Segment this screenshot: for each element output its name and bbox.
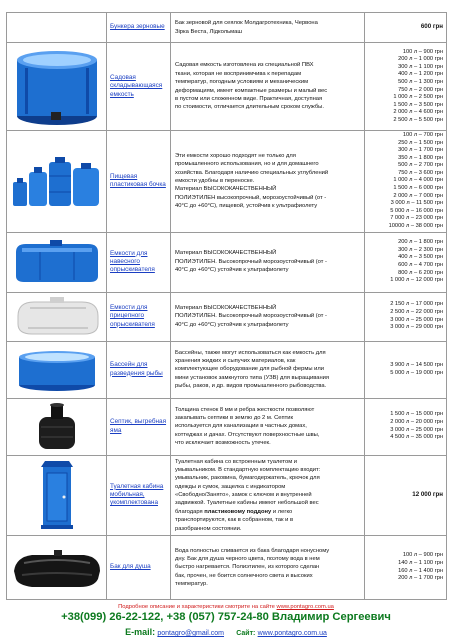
price-line: 1 000 л – 4 000 грн bbox=[393, 177, 443, 184]
price-line: 250 л – 1 500 грн bbox=[398, 139, 443, 146]
product-description bbox=[171, 232, 365, 292]
description-line: Толщина стенок 8 мм и ребра жесткости позволяют bbox=[175, 406, 315, 413]
price-line: 3 000 л – 25 000 грн bbox=[390, 316, 443, 323]
price-line: 300 л – 1 700 грн bbox=[398, 147, 443, 154]
description-line: что исключает возможность утечек. bbox=[175, 440, 271, 447]
price-line: 500 л – 1 300 грн bbox=[398, 78, 443, 85]
product-name-cell bbox=[107, 43, 171, 131]
product-name-link[interactable]: Бункера зерновые bbox=[110, 23, 165, 31]
product-row bbox=[7, 13, 447, 43]
description-line: используется для канализации в частных домах, bbox=[175, 423, 307, 430]
price-line: 300 л – 2 300 грн bbox=[398, 246, 443, 253]
toilet-cabin-image bbox=[7, 455, 107, 536]
septic-tank-image bbox=[7, 398, 107, 455]
product-name-cell bbox=[107, 341, 171, 398]
price-line: 3 000 л – 11 500 грн bbox=[390, 200, 443, 207]
description-line bbox=[175, 458, 360, 466]
description-line: мини установок замкнутого типа (УЗВ) для выращивания bbox=[175, 374, 330, 381]
product-name-link[interactable]: Бак для душа bbox=[110, 563, 151, 571]
price-line: 7 000 л – 23 000 грн bbox=[390, 215, 443, 222]
description-line: Эти емкости хорошо подходят не только для bbox=[175, 152, 296, 159]
price-table bbox=[6, 12, 447, 600]
description-line: Бак зерновой для сеялок Молдагротехника, Червона bbox=[175, 20, 318, 27]
description-line: Садовая емкость изготовлена из специальной ПВХ bbox=[175, 62, 314, 69]
description-segment: Туалетная кабина со встроенным туалетом и bbox=[175, 458, 298, 465]
product-description bbox=[171, 131, 365, 233]
price-line: 2 000 л – 7 000 грн bbox=[393, 192, 443, 199]
product-prices bbox=[365, 131, 447, 233]
price-line: 750 л – 3 600 грн bbox=[398, 169, 443, 176]
price-line: 2 500 л – 5 500 грн bbox=[393, 116, 443, 123]
email-label: E-mail: bbox=[125, 627, 156, 637]
description-segment: разобранном состоянии. bbox=[175, 525, 242, 532]
product-prices bbox=[365, 455, 447, 536]
description-line: 40°С до +60°С) устойчив к ультрафиолету bbox=[175, 321, 289, 328]
description-segment: одежды и сумок, защелка с индикатором bbox=[175, 483, 286, 490]
price-line: 140 л – 1 100 грн bbox=[398, 559, 443, 566]
description-line bbox=[175, 483, 360, 491]
description-line: промышленного использования, но и для домашнего bbox=[175, 161, 319, 168]
price-line: 1 000 л – 12 000 грн bbox=[390, 277, 443, 284]
product-description bbox=[171, 455, 365, 536]
product-description bbox=[171, 341, 365, 398]
product-name-link[interactable]: Бассейн для разведения рыбы bbox=[110, 361, 163, 377]
price-line: 400 л – 3 500 грн bbox=[398, 254, 443, 261]
description-segment: «Свободно/Занято», замок с ключом и внутренней bbox=[175, 492, 312, 499]
product-row bbox=[7, 341, 447, 398]
product-description bbox=[171, 536, 365, 600]
description-line: Материал ВЫСОКОКАЧЕСТВЕННЫЙ bbox=[175, 186, 277, 193]
price-line: 200 л – 1 800 грн bbox=[398, 239, 443, 246]
description-line: хозяйства. Благодаря наличию специальных углублений bbox=[175, 169, 329, 176]
description-line: бак, прочен, не боится солнечного света и высоких bbox=[175, 572, 313, 579]
description-line: емкости удобны в переноске. bbox=[175, 178, 255, 185]
footer-note bbox=[0, 604, 452, 610]
product-row bbox=[7, 131, 447, 233]
product-row bbox=[7, 43, 447, 131]
description-line: температур. bbox=[175, 581, 208, 588]
product-name-cell bbox=[107, 455, 171, 536]
price-line: 1 000 л – 2 500 грн bbox=[393, 94, 443, 101]
price-line: 400 л – 1 200 грн bbox=[398, 71, 443, 78]
shower-tank-image bbox=[7, 536, 107, 600]
description-line: Зірка Веста, Лідкольмаш bbox=[175, 28, 242, 35]
product-prices bbox=[365, 398, 447, 455]
product-name-link[interactable]: Емкости для прицепного опрыскивателя bbox=[110, 304, 155, 328]
description-line: закапывать септики в землю до 2 м. Септик bbox=[175, 414, 294, 421]
description-line bbox=[175, 508, 360, 516]
product-prices bbox=[365, 341, 447, 398]
description-segment: благодаря bbox=[175, 508, 205, 515]
price-line: 500 л – 2 700 грн bbox=[398, 162, 443, 169]
description-line: ПОЛИЭТИЛЕН высокопрочный, морозоустойчивый (от - bbox=[175, 194, 327, 201]
description-line bbox=[175, 516, 360, 524]
product-name-cell bbox=[107, 292, 171, 341]
description-line: деформациям, имеет компактные размеры и малый вес bbox=[175, 87, 328, 94]
site-label: Сайт: bbox=[236, 630, 256, 637]
description-line: коттеджах и дачах. Отсутствуют поверхностные швы, bbox=[175, 431, 320, 438]
price-line: 4 500 л – 35 000 грн bbox=[390, 434, 443, 441]
product-name-link[interactable]: Пищевая пластиковая бочка bbox=[110, 172, 166, 189]
price-line: 200 л – 1 700 грн bbox=[398, 575, 443, 582]
price-line: 750 л – 2 000 грн bbox=[398, 86, 443, 93]
price-line: 350 л – 1 800 грн bbox=[398, 154, 443, 161]
description-line: быстро нагревается. Полиэтилен, из которого сделан bbox=[175, 564, 320, 571]
description-line: дну. Бак для душа черного цвета, поэтому вода в нем bbox=[175, 555, 320, 562]
mounted-sprayer-tank-image bbox=[7, 232, 107, 292]
product-name-cell bbox=[107, 398, 171, 455]
price-line: 200 л – 1 000 грн bbox=[398, 56, 443, 63]
description-line: 40°С до +60°С) устойчив к ультрафиолету bbox=[175, 267, 289, 274]
product-prices bbox=[365, 292, 447, 341]
product-description bbox=[171, 398, 365, 455]
description-segment: пластиковому поддону bbox=[204, 508, 272, 515]
description-line bbox=[175, 499, 360, 507]
product-name-link[interactable]: Туалетная кабина мобильная, укомплектована bbox=[110, 482, 164, 507]
price-line: 800 л – 6 200 грн bbox=[398, 269, 443, 276]
description-line: хранения жидких и сыпучих материалов, как bbox=[175, 357, 296, 364]
description-line: Материал ВЫСОКОКАЧЕСТВЕННЫЙ bbox=[175, 304, 277, 311]
description-line: температур, погодным условиям и механическим bbox=[175, 79, 309, 86]
description-line bbox=[175, 474, 360, 482]
fish-pool-image bbox=[7, 341, 107, 398]
price-line: 2 000 л – 20 000 грн bbox=[390, 418, 443, 425]
price-line: 5 000 л – 19 000 грн bbox=[390, 369, 443, 376]
product-row bbox=[7, 292, 447, 341]
price-line: 10000 л – 38 000 грн bbox=[388, 222, 443, 229]
price-line: 2 150 л – 17 000 грн bbox=[390, 301, 443, 308]
description-segment: умывальник, раковина, бумагодержатель, крючок для bbox=[175, 475, 320, 482]
price-line: 3 900 л – 14 500 грн bbox=[390, 361, 443, 368]
price-line: 160 л – 1 400 грн bbox=[398, 567, 443, 574]
description-line: по стоимости, отличается длительным сроком службы. bbox=[175, 104, 324, 111]
price-line: 3 000 л – 25 000 грн bbox=[390, 426, 443, 433]
product-name-link[interactable]: Септик, выгребная яма bbox=[110, 418, 167, 434]
product-row bbox=[7, 536, 447, 600]
product-name-link[interactable]: Емкости для навесного опрыскивателя bbox=[110, 249, 155, 274]
product-name-cell bbox=[107, 131, 171, 233]
description-segment: и легко bbox=[271, 508, 293, 515]
price-line: 600 грн bbox=[420, 23, 443, 31]
price-line: 12 000 грн bbox=[412, 491, 443, 499]
folding-garden-tank-image bbox=[7, 43, 107, 131]
price-line: 1 500 л – 3 500 грн bbox=[393, 101, 443, 108]
product-name-cell bbox=[107, 13, 171, 43]
contact-phones: +38(099) 26-22-122, +38 (057) 757-24-80 Владимир Сергеевич bbox=[61, 611, 391, 623]
price-line: 100 л – 900 грн bbox=[402, 48, 443, 55]
description-line bbox=[175, 466, 360, 474]
description-line: ткани, которая не воспринимчива к перепадам bbox=[175, 70, 302, 77]
site-link[interactable]: www.pontagro.com.ua bbox=[257, 630, 327, 637]
product-prices bbox=[365, 536, 447, 600]
food-plastic-barrels-image bbox=[7, 131, 107, 233]
product-row bbox=[7, 232, 447, 292]
description-line: в пустом или сложенном виде. Практичная, доступная bbox=[175, 95, 323, 102]
product-name-cell bbox=[107, 536, 171, 600]
product-description bbox=[171, 13, 365, 43]
description-segment: задвижкой. Туалетные кабины имеют небольшой вес bbox=[175, 500, 319, 507]
product-row bbox=[7, 398, 447, 455]
price-line: 100 л – 900 грн bbox=[402, 552, 443, 559]
grain-hopper-image bbox=[7, 13, 107, 43]
footer-note-link[interactable]: www.pontagro.com.ua bbox=[276, 604, 334, 610]
product-prices bbox=[365, 43, 447, 131]
price-line: 100 л – 700 грн bbox=[402, 132, 443, 138]
price-line: 5 000 л – 16 000 грн bbox=[390, 207, 443, 214]
description-segment: умывальником. В стандартную комплектацию входит: bbox=[175, 466, 321, 473]
product-prices bbox=[365, 13, 447, 43]
description-line: Бассейны, также могут использоваться как емкость для bbox=[175, 349, 326, 356]
description-segment: транспортируются, как в собранном, так и в bbox=[175, 517, 294, 524]
description-line bbox=[175, 525, 360, 533]
product-description bbox=[171, 43, 365, 131]
description-line: рыбы, раков, и др. видов промышленного рыбоводства. bbox=[175, 383, 327, 390]
product-name-cell bbox=[107, 232, 171, 292]
description-line: Вода полностью сливается из бака благодаря нонусному bbox=[175, 547, 330, 554]
footer-note-text: Подробное описание и характеристики смотрите на сайте bbox=[118, 604, 275, 610]
description-line: ПОЛИЭТИЛЕН. Высокопрочный морозоустойчивый (от - bbox=[175, 258, 327, 265]
email-link[interactable]: pontagro@gmail.com bbox=[157, 630, 225, 637]
price-line: 600 л – 4 700 грн bbox=[398, 262, 443, 269]
price-line: 2 500 л – 22 000 грн bbox=[390, 308, 443, 315]
product-row bbox=[7, 455, 447, 536]
contact-email-site bbox=[0, 627, 452, 637]
description-line bbox=[175, 491, 360, 499]
price-line: 3 000 л – 29 000 грн bbox=[390, 324, 443, 331]
price-line: 1 500 л – 6 000 грн bbox=[393, 185, 443, 192]
price-line: 1 500 л – 15 000 грн bbox=[390, 411, 443, 418]
price-line: 300 л – 1 100 грн bbox=[398, 63, 443, 70]
description-line: ПОЛИЭТИЛЕН. Высокопрочный морозоустойчивый (от - bbox=[175, 313, 327, 320]
trailed-sprayer-tank-image bbox=[7, 292, 107, 341]
description-line: Материал ВЫСОКОКАЧЕСТВЕННЫЙ bbox=[175, 250, 277, 257]
price-line: 2 000 л – 4 600 грн bbox=[393, 109, 443, 116]
description-line: комплектующее оборудование для рыбной фермы или bbox=[175, 366, 324, 373]
product-description bbox=[171, 292, 365, 341]
description-line: 40°С до +60°С), пищевой, устойчив к ультрафиолету bbox=[175, 203, 318, 210]
product-prices bbox=[365, 232, 447, 292]
product-name-link[interactable]: Садовая складывающаяся емкость bbox=[110, 74, 163, 98]
